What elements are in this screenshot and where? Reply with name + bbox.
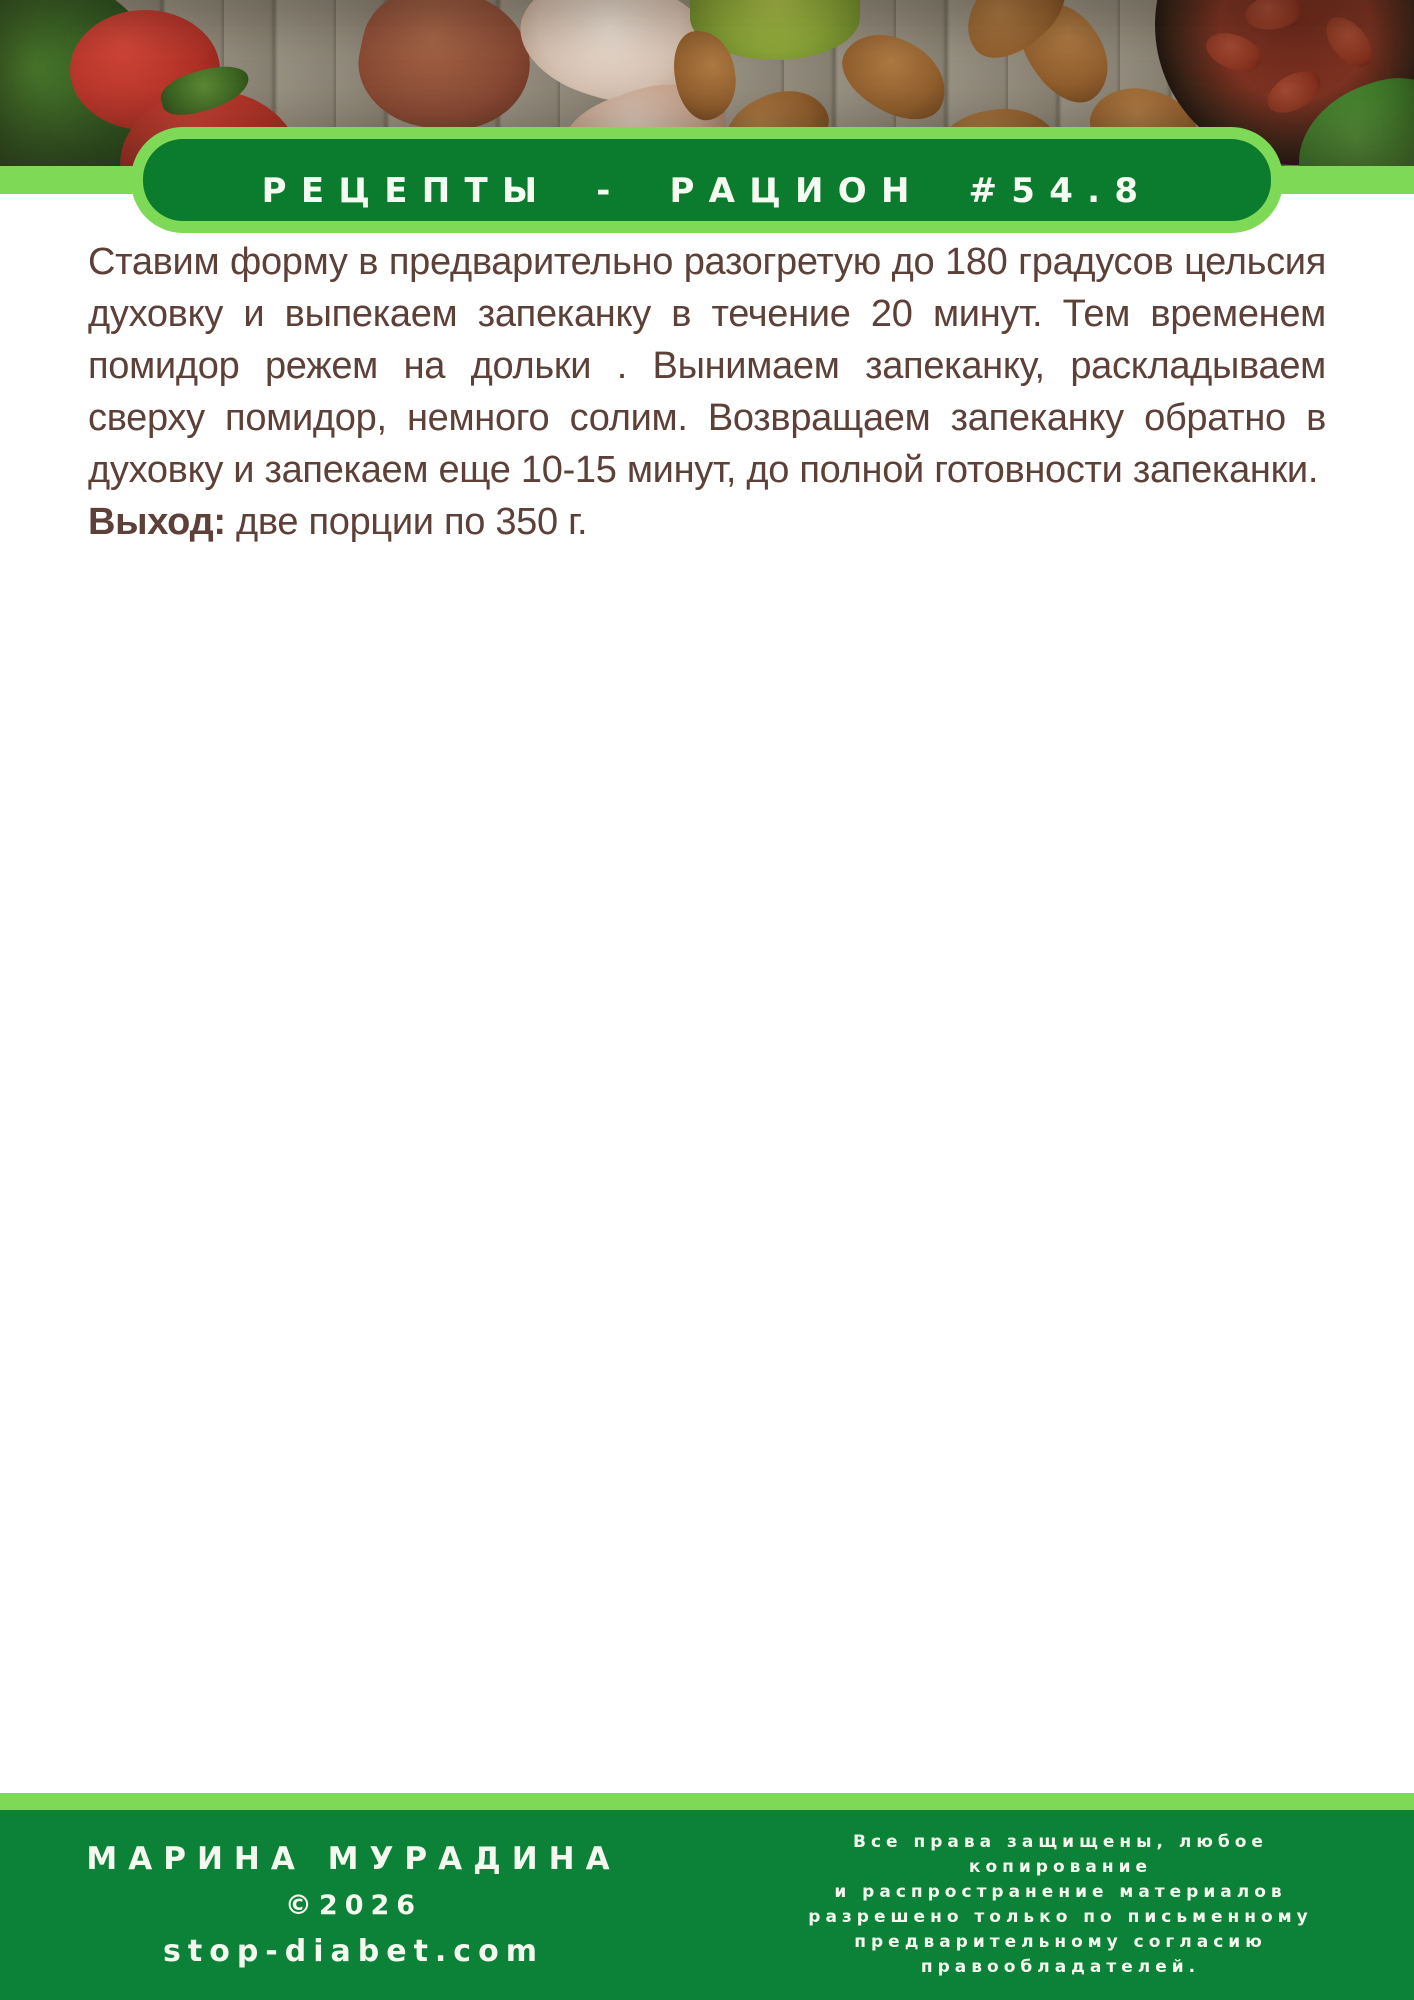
website-link[interactable]: stop-diabet.com xyxy=(163,1934,544,1969)
copyright-year: ©2026 xyxy=(284,1890,423,1921)
rights-line: разрешено только по письменному xyxy=(808,1907,1313,1927)
author-name: МАРИНА МУРАДИНА xyxy=(86,1841,621,1877)
yield-label: Выход: xyxy=(88,501,226,543)
rights-line: предварительному согласию xyxy=(854,1932,1267,1952)
yield-value: две порции по 350 г. xyxy=(225,501,588,543)
footer-main xyxy=(0,1810,1414,2000)
rights-line: Все права защищены, любое xyxy=(853,1832,1268,1852)
footer-author-block xyxy=(0,1841,707,1969)
recipe-instructions xyxy=(0,236,1414,548)
rights-line: и распространение материалов xyxy=(834,1882,1287,1902)
footer xyxy=(0,1793,1414,2000)
instructions-paragraph: Ставим форму в предварительно разогретую до 180 градусов цельсия духовку и выпекаем запеканку в течение 20 минут. Тем временем помидор режем на дольки . Вынимаем запеканку, раскладываем сверху помидор, немного солим. Возвращаем запеканку обратно в духовку и запекаем еще 10-15 минут, до полной готовности запеканки. xyxy=(88,241,1326,491)
footer-accent-band xyxy=(0,1793,1414,1810)
footer-rights-block xyxy=(707,1830,1414,1980)
yield-line xyxy=(88,496,1326,548)
title-badge xyxy=(131,127,1283,233)
page-title: РЕЦЕПТЫ - РАЦИОН #54.8 xyxy=(261,171,1153,211)
rights-line: копирование xyxy=(968,1857,1153,1877)
rights-line: правообладателей. xyxy=(920,1957,1201,1977)
